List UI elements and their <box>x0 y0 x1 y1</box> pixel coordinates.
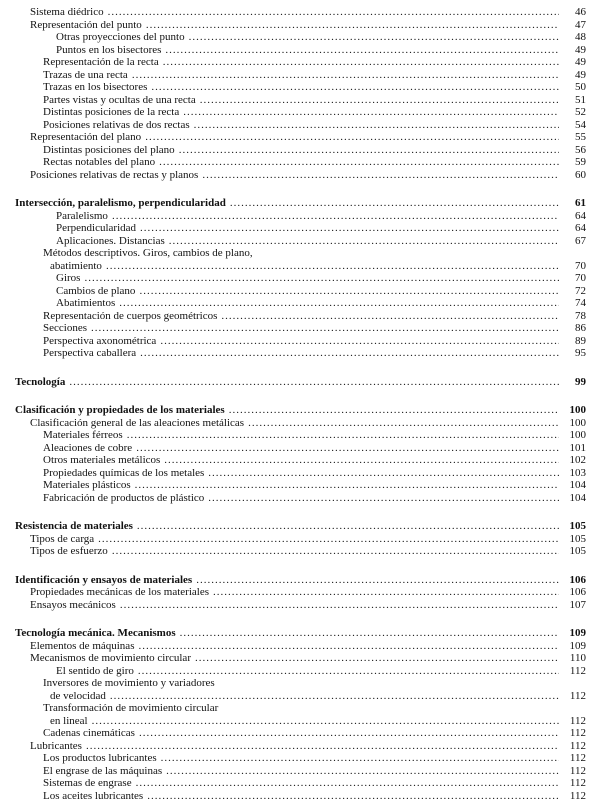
toc-entry <box>0 210 586 223</box>
toc-page-number: 51 <box>575 93 586 106</box>
dot-leader <box>194 119 559 132</box>
dot-leader <box>92 715 559 728</box>
dot-leader <box>136 777 559 790</box>
toc-page-number: 105 <box>569 520 586 532</box>
toc-entry <box>0 690 586 703</box>
dot-leader <box>200 94 559 107</box>
toc-entry-label: Fabricación de productos de plástico <box>43 491 205 504</box>
toc-entry <box>0 260 586 273</box>
dot-leader <box>91 322 559 335</box>
toc-entry <box>0 81 586 94</box>
toc-page-number: 47 <box>575 18 586 31</box>
dot-leader <box>147 790 559 803</box>
dot-leader <box>163 56 559 69</box>
toc-page-number: 74 <box>575 297 586 309</box>
toc-entry <box>0 599 586 612</box>
toc-page-number: 49 <box>575 56 586 68</box>
toc-entry <box>0 404 586 417</box>
toc-entry-label: El engrase de las máquinas <box>43 764 163 777</box>
dot-leader <box>140 222 559 235</box>
toc-entry-label: Identificación y ensayos de materiales <box>15 573 193 586</box>
toc-entry <box>0 740 586 753</box>
toc-page-number: 48 <box>575 31 586 43</box>
dot-leader <box>179 144 559 157</box>
toc-page-number: 112 <box>569 752 586 764</box>
dot-leader <box>196 574 559 587</box>
dot-leader <box>146 19 559 32</box>
toc-entry-label: Tecnología mecánica. Mecanismos <box>15 627 176 639</box>
toc-entry-label: Clasificación general de las aleaciones metálicas <box>30 416 245 429</box>
toc-page-number: 61 <box>575 197 586 209</box>
toc-entry <box>0 777 586 790</box>
toc-entry <box>0 520 586 533</box>
toc-page-number: 112 <box>569 714 586 727</box>
toc-entry-label: Posiciones relativas de dos rectas <box>43 118 190 131</box>
toc-entry <box>0 454 586 467</box>
toc-entry-label: Aleaciones de cobre <box>43 441 133 454</box>
toc-page-number: 46 <box>575 6 586 18</box>
toc-page-number: 64 <box>575 209 586 222</box>
toc-entry-label: Clasificación y propiedades de los materiales <box>15 404 225 416</box>
toc-page-number: 86 <box>575 322 586 334</box>
toc-entry <box>0 131 586 144</box>
toc-entry-label: Tecnología <box>15 375 66 388</box>
toc-entry <box>0 790 586 803</box>
toc-entry <box>0 727 586 740</box>
toc-entry <box>0 169 586 182</box>
toc-entry-label: Posiciones relativas de rectas y planos <box>30 168 199 181</box>
toc-entry <box>0 106 586 119</box>
toc-entry-label: Propiedades químicas de los metales <box>43 466 205 479</box>
toc-entry <box>0 285 586 298</box>
dot-leader <box>106 260 559 273</box>
dot-leader <box>132 69 559 82</box>
toc-page-number: 100 <box>569 416 586 429</box>
dot-leader <box>151 81 559 94</box>
toc-entry <box>0 652 586 665</box>
toc-entry-label: Resistencia de materiales <box>15 520 133 532</box>
toc-page-number: 52 <box>575 106 586 118</box>
toc-entry-label: Cadenas cinemáticas <box>43 727 135 739</box>
toc-page-number: 49 <box>575 43 586 56</box>
toc-entry-label: Elementos de máquinas <box>30 639 135 652</box>
dot-leader <box>161 752 559 765</box>
toc-page-number: 112 <box>569 727 586 739</box>
toc-page-number: 105 <box>569 545 586 557</box>
dot-leader <box>208 467 559 480</box>
dot-leader <box>112 210 559 223</box>
toc-page-number: 112 <box>569 689 586 702</box>
toc-entry <box>0 715 586 728</box>
toc-page-number: 112 <box>569 664 586 677</box>
toc-page-number: 95 <box>575 347 586 359</box>
toc-entry-label: Distintas posiciones del plano <box>43 143 175 156</box>
dot-leader <box>138 665 559 678</box>
toc-entry-label: Puntos en los bisectores <box>56 43 162 56</box>
dot-leader <box>86 740 559 753</box>
toc-entry <box>0 702 586 715</box>
toc-entry <box>0 765 586 778</box>
toc-entry <box>0 119 586 132</box>
dot-leader <box>139 727 559 740</box>
dot-leader <box>208 492 559 505</box>
toc-page-number: 107 <box>569 598 586 611</box>
toc-entry-label: Giros <box>56 272 81 284</box>
toc-page-number: 55 <box>575 131 586 143</box>
dot-leader <box>110 690 559 703</box>
toc-page-number: 99 <box>575 375 586 388</box>
toc-entry-label: Transformación de movimiento circular <box>43 702 219 714</box>
toc-page-number: 105 <box>569 532 586 545</box>
toc-entry-label: Perspectiva axonométrica <box>43 334 157 347</box>
toc-entry-label: Distintas posiciones de la recta <box>43 106 180 118</box>
toc-entry <box>0 69 586 82</box>
dot-leader <box>164 454 559 467</box>
toc-entry <box>0 335 586 348</box>
toc-entry-label: Sistemas de engrase <box>43 777 132 789</box>
dot-leader <box>137 520 559 533</box>
dot-leader <box>159 156 559 169</box>
toc-page-number: 70 <box>575 272 586 284</box>
toc-entry <box>0 6 586 19</box>
toc-page-number: 101 <box>569 441 586 454</box>
toc-page-number: 54 <box>575 118 586 131</box>
toc-entry <box>0 665 586 678</box>
dot-leader <box>127 429 559 442</box>
dot-leader <box>136 442 559 455</box>
toc-entry-label: Paralelismo <box>56 209 108 222</box>
toc-entry-label: abatimiento <box>50 259 102 272</box>
toc-entry-label: Propiedades mecánicas de los materiales <box>30 586 209 598</box>
dot-leader <box>98 533 559 546</box>
toc-page-number: 67 <box>575 234 586 247</box>
toc-entry-label: Abatimientos <box>56 297 116 309</box>
toc-entry <box>0 376 586 389</box>
toc-entry <box>0 272 586 285</box>
toc-page-number: 49 <box>575 68 586 81</box>
toc-page-number: 60 <box>575 168 586 181</box>
dot-leader <box>229 404 559 417</box>
toc-page-number: 64 <box>575 222 586 234</box>
toc-page-number: 106 <box>569 573 586 586</box>
toc-entry <box>0 640 586 653</box>
toc-page-number: 103 <box>569 466 586 479</box>
toc-page-number: 110 <box>569 652 586 664</box>
toc-entry <box>0 533 586 546</box>
toc-entry <box>0 574 586 587</box>
dot-leader <box>189 31 559 44</box>
toc-page-number: 104 <box>569 491 586 504</box>
dot-leader <box>195 652 559 665</box>
dot-leader <box>112 545 559 558</box>
toc-entry-label: en lineal <box>50 714 88 727</box>
toc-entry <box>0 479 586 492</box>
toc-entry-label: Materiales plásticos <box>43 479 131 491</box>
toc-entry <box>0 222 586 235</box>
dot-leader <box>139 285 559 298</box>
toc-entry <box>0 467 586 480</box>
toc-entry-label: Mecanismos de movimiento circular <box>30 652 191 664</box>
dot-leader <box>145 131 559 144</box>
toc-entry-label: Trazas en los bisectores <box>43 81 148 93</box>
toc-entry <box>0 677 586 690</box>
toc-entry <box>0 94 586 107</box>
toc-page-number: 112 <box>569 789 586 802</box>
toc-entry <box>0 310 586 323</box>
toc-page-number: 78 <box>575 309 586 322</box>
dot-leader <box>138 640 559 653</box>
toc-entry <box>0 429 586 442</box>
toc-entry <box>0 144 586 157</box>
toc-entry-label: Materiales férreos <box>43 429 123 441</box>
dot-leader <box>120 599 559 612</box>
toc-page-number: 100 <box>569 404 586 416</box>
dot-leader <box>213 586 559 599</box>
toc-page-number: 109 <box>569 639 586 652</box>
dot-leader <box>180 627 559 640</box>
toc-page-number: 50 <box>575 81 586 93</box>
toc-entry <box>0 417 586 430</box>
dot-leader <box>248 417 559 430</box>
toc-entry-label: Inversores de movimiento y variadores <box>43 677 215 689</box>
toc-entry-label: Ensayos mecánicos <box>30 598 116 611</box>
toc-entry <box>0 247 586 260</box>
dot-leader <box>166 765 559 778</box>
toc-entry <box>0 156 586 169</box>
dot-leader <box>108 6 559 19</box>
toc-entry-label: Representación de cuerpos geométricos <box>43 309 218 322</box>
toc-entry-label: Los productos lubricantes <box>43 752 157 764</box>
dot-leader <box>84 272 559 285</box>
toc-entry-label: Perpendicularidad <box>56 222 137 234</box>
toc-entry-label: Tipos de carga <box>30 532 95 545</box>
toc-entry-label: Otras proyecciones del punto <box>56 31 185 43</box>
toc-entry-label: Secciones <box>43 322 87 334</box>
toc-page-number: 100 <box>569 429 586 441</box>
toc-entry-label: Intersección, paralelismo, perpendicularidad <box>15 197 226 209</box>
toc-page-number: 109 <box>569 627 586 639</box>
toc-page-number: 112 <box>569 764 586 777</box>
dot-leader <box>69 376 559 389</box>
toc-page-number: 70 <box>575 259 586 272</box>
dot-leader <box>135 479 559 492</box>
toc-entry-label: Rectas notables del plano <box>43 156 156 168</box>
toc-entry <box>0 752 586 765</box>
toc-entry <box>0 347 586 360</box>
toc-entry-label: Métodos descriptivos. Giros, cambios de plano, <box>43 247 253 259</box>
toc-entry-label: Partes vistas y ocultas de una recta <box>43 93 196 106</box>
toc-entry-label: Perspectiva caballera <box>43 347 137 359</box>
toc-entry-label: Trazas de una recta <box>43 68 128 81</box>
toc-entry <box>0 322 586 335</box>
toc-entry <box>0 442 586 455</box>
dot-leader <box>119 297 559 310</box>
dot-leader <box>230 197 559 210</box>
toc-entry-label: Sistema diédrico <box>30 6 104 18</box>
toc-entry <box>0 197 586 210</box>
toc-entry-label: Aplicaciones. Distancias <box>56 234 165 247</box>
dot-leader <box>202 169 559 182</box>
toc-page-number: 112 <box>569 739 586 752</box>
toc-page-number: 102 <box>569 454 586 466</box>
dot-leader <box>140 347 559 360</box>
toc-page-number: 56 <box>575 143 586 156</box>
toc-entry <box>0 297 586 310</box>
toc-entry-label: Representación del plano <box>30 131 142 143</box>
toc-page-number: 112 <box>569 777 586 789</box>
toc-page-number: 72 <box>575 284 586 297</box>
toc-page-number: 89 <box>575 334 586 347</box>
toc-entry <box>0 627 586 640</box>
toc-entry-label: Cambios de plano <box>56 284 136 297</box>
toc-entry <box>0 586 586 599</box>
toc-entry-label: Tipos de esfuerzo <box>30 545 108 557</box>
toc-page-number: 59 <box>575 156 586 168</box>
dot-leader <box>169 235 559 248</box>
dot-leader <box>221 310 559 323</box>
toc-list <box>0 6 586 802</box>
toc-page-number: 104 <box>569 479 586 491</box>
dot-leader <box>183 106 559 119</box>
toc-entry <box>0 492 586 505</box>
toc-entry-label: El sentido de giro <box>56 664 134 677</box>
toc-entry-label: Representación del punto <box>30 18 142 31</box>
toc-entry <box>0 235 586 248</box>
toc-entry-label: Lubricantes <box>30 739 82 752</box>
toc-entry-label: Otros materiales metálicos <box>43 454 161 466</box>
dot-leader <box>165 44 559 57</box>
toc-entry <box>0 31 586 44</box>
toc-entry <box>0 19 586 32</box>
toc-entry-label: Representación de la recta <box>43 56 159 68</box>
toc-page-number: 106 <box>569 586 586 598</box>
toc-entry <box>0 56 586 69</box>
toc-entry-label: de velocidad <box>50 689 106 702</box>
toc-entry <box>0 44 586 57</box>
dot-leader <box>160 335 559 348</box>
toc-entry <box>0 545 586 558</box>
toc-entry-label: Los aceites lubricantes <box>43 789 144 802</box>
